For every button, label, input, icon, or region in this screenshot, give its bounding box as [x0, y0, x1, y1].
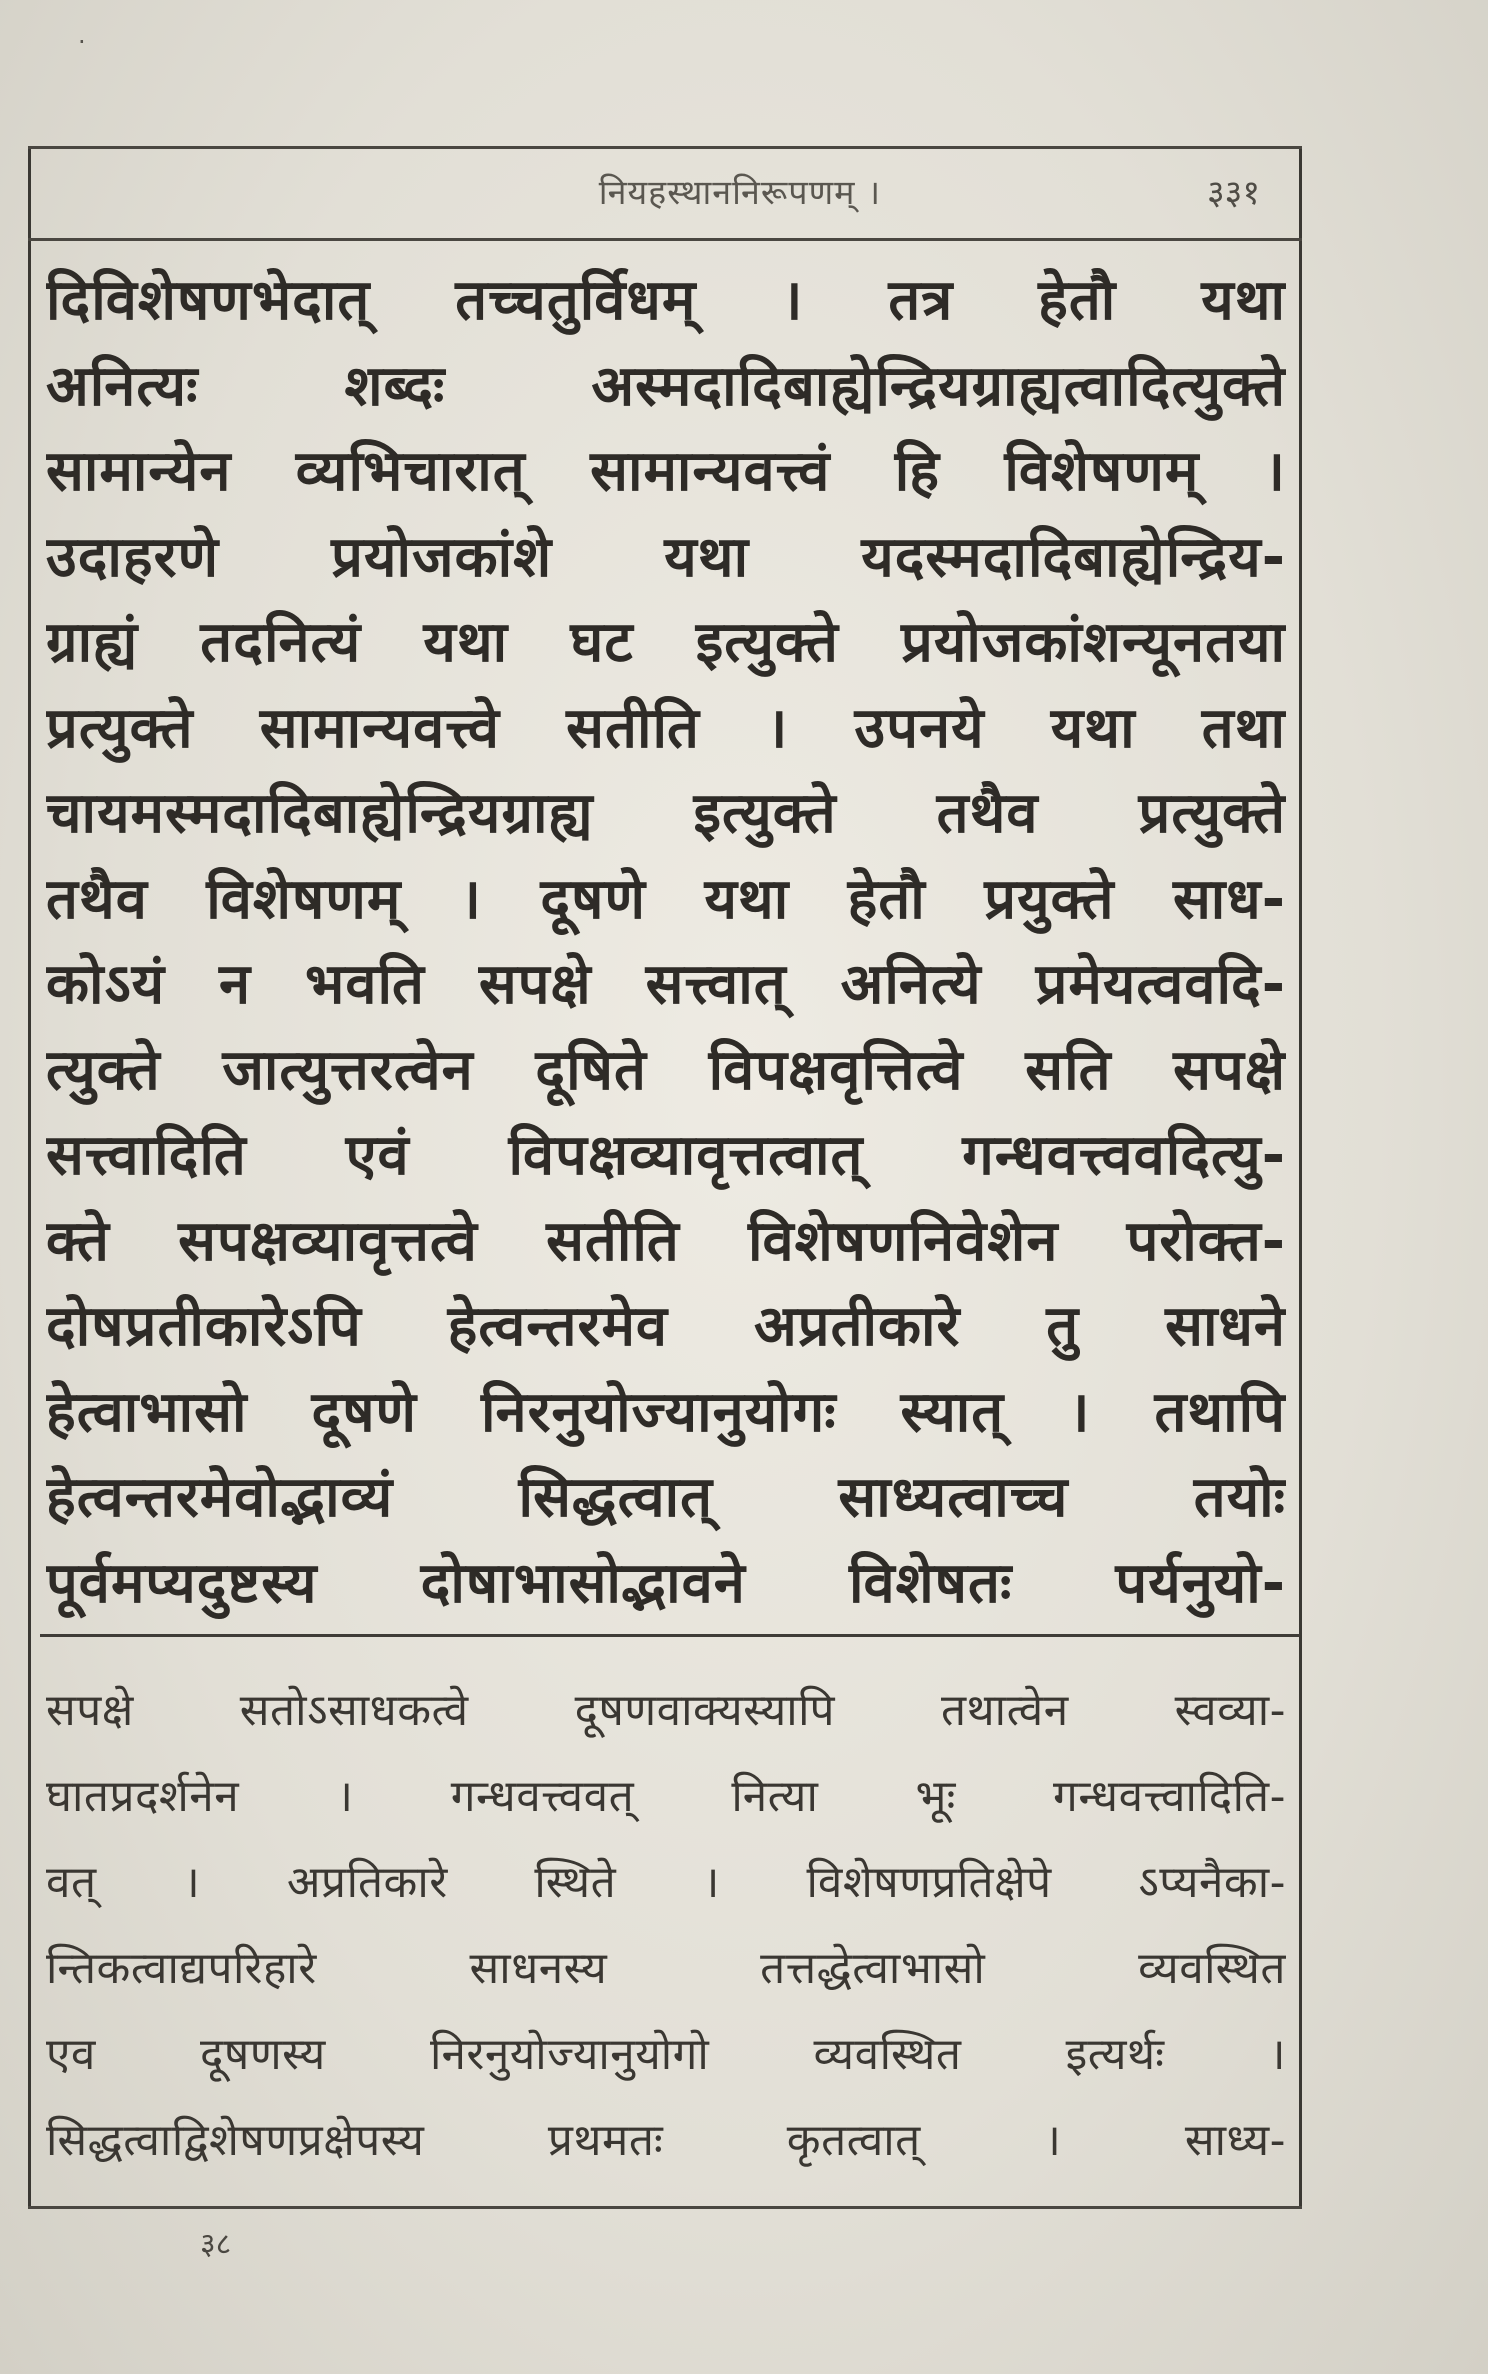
text-line: सामान्येन व्यभिचारात् सामान्यवत्त्वं हि विशेषणम् । — [46, 439, 1286, 504]
footnote-line: एव दूषणस्य निरनुयोज्यानुयोगो व्यवस्थित इत्यर्थः । — [46, 2029, 1286, 2080]
bottom-rule — [28, 2206, 1302, 2209]
text-line: क्ते सपक्षव्यावृत्तत्वे सतीति विशेषणनिवेशेन परोक्त- — [46, 1208, 1286, 1274]
text-line: त्युक्ते जात्युत्तरत्वेन दूषिते विपक्षवृत्तित्वे सति सपक्षे — [46, 1037, 1286, 1103]
text-line: तथैव विशेषणम् । दूषणे यथा हेतौ प्रयुक्ते साध- — [46, 866, 1286, 932]
text-line: उदाहरणे प्रयोजकांशे यथा यदस्मदादिबाह्येन्द्रिय- — [46, 524, 1286, 590]
footnote-block — [46, 1668, 1286, 2184]
footnote-line: वत् । अप्रतिकारे स्थिते । विशेषणप्रतिक्षेपे ऽप्यनैका- — [46, 1857, 1286, 1908]
running-head: नियहस्थाननिरूपणम् । — [598, 173, 882, 213]
signature-mark: ३८ — [200, 2227, 232, 2262]
text-line: सत्त्वादिति एवं विपक्षव्यावृत्तत्वात् गन्धवत्त्ववदित्यु- — [46, 1123, 1286, 1188]
text-line: पूर्वमप्यदुष्टस्य दोषाभासोद्भावने विशेषतः पर्यनुयो- — [46, 1550, 1286, 1616]
ink-speck: · — [78, 28, 86, 56]
header-rule — [28, 238, 1302, 241]
page-number: ३३१ — [1206, 173, 1260, 213]
text-line: दिविशेषणभेदात् तच्चतुर्विधम् । तत्र हेतौ यथा — [46, 268, 1286, 333]
footnote-line: न्तिकत्वाद्यपरिहारे साधनस्य तत्तद्धेत्वाभासो व्यवस्थित — [46, 1943, 1286, 1994]
text-line: दोषप्रतीकारेऽपि हेत्वन्तरमेव अप्रतीकारे तु साधने — [46, 1294, 1286, 1359]
text-line: कोऽयं न भवति सपक्षे सत्त्वात् अनित्ये प्रमेयत्ववदि- — [46, 952, 1286, 1017]
text-line: हेत्वन्तरमेवोद्भाव्यं सिद्धत्वात् साध्यत्वाच्च तयोः — [46, 1465, 1286, 1530]
footnote-line: सिद्धत्वाद्विशेषणप्रक्षेपस्य प्रथमतः कृतत्वात् । साध्य- — [46, 2115, 1286, 2166]
text-line: हेत्वाभासो दूषणे निरनुयोज्यानुयोगः स्यात् । तथापि — [46, 1379, 1286, 1445]
footnote-line: सपक्षे सतोऽसाधकत्वे दूषणवाक्यस्यापि तथात्वेन स्वव्या- — [46, 1685, 1286, 1736]
text-line: ग्राह्यं तदनित्यं यथा घट इत्युक्ते प्रयोजकांशन्यूनतया — [46, 610, 1286, 675]
footnote-line: घातप्रदर्शनेन । गन्धवत्त्ववत् नित्या भूः गन्धवत्त्वादिति- — [46, 1771, 1286, 1822]
main-text-block — [46, 258, 1286, 1626]
top-rule — [28, 146, 1302, 149]
text-line: अनित्यः शब्दः अस्मदादिबाह्येन्द्रियग्राह्यत्वादित्युक्ते — [46, 353, 1286, 419]
footnote-rule — [40, 1634, 1300, 1637]
text-line: प्रत्युक्ते सामान्यवत्त्वे सतीति । उपनये यथा तथा — [46, 695, 1286, 761]
text-line: चायमस्मदादिबाह्येन्द्रियग्राह्य इत्युक्ते तथैव प्रत्युक्ते — [46, 781, 1286, 846]
